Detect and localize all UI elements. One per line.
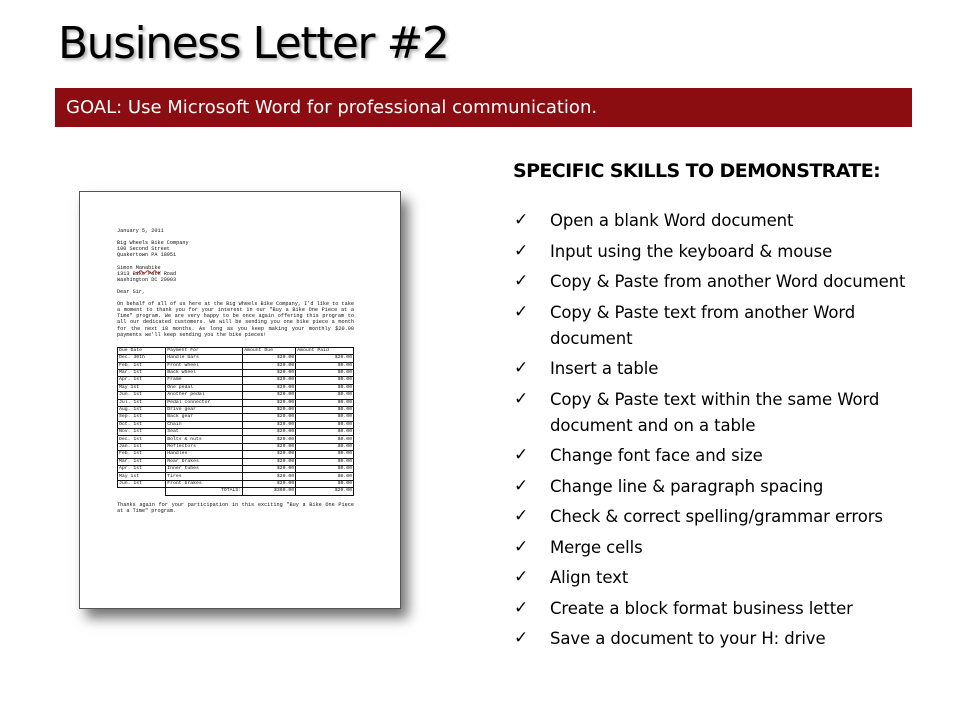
letter-content [117,228,354,514]
table-cell: $20.00 [296,355,354,362]
table-cell: Front wheel [166,362,243,369]
skill-text: Merge cells [550,537,643,557]
table-cell: $20.00 [243,399,296,406]
table-row [118,421,354,428]
checkmark-icon: ✓ [514,388,529,409]
checkmark-icon: ✓ [514,240,529,261]
skill-text: Insert a table [550,359,659,378]
table-cell: One pedal [166,384,243,391]
payment-table [117,347,354,496]
skill-item [513,535,913,561]
table-totals-row [118,488,354,495]
table-cell: $20.00 [243,355,296,362]
table-cell: $20.00 [243,392,296,399]
skill-text: Input using the keyboard & mouse [550,241,833,261]
table-cell: Oct. 1st [118,421,166,428]
table-row [118,392,354,399]
skill-text: Create a block format business letter [550,598,853,618]
skill-text: Copy & Paste text within the same Word document and on a table [550,389,880,435]
table-cell: $0.00 [296,473,354,480]
skill-item [513,269,913,295]
table-cell: Apr. 1st [118,377,166,384]
table-cell: $0.00 [296,399,354,406]
checkmark-icon: ✓ [514,628,529,648]
table-cell: $20.00 [243,436,296,443]
checkmark-icon: ✓ [514,475,529,496]
table-header-cell: Due Date [118,347,166,354]
checkmark-icon: ✓ [514,536,529,557]
table-cell: Mar. 1st [118,369,166,376]
table-cell: $0.00 [296,384,354,391]
table-header-row [118,347,354,354]
table-cell: Feb. 1st [118,362,166,369]
skill-item [513,387,913,439]
table-cell: Feb. 1st [118,451,166,458]
sender-line: Big Wheels Bike Company [117,240,189,247]
table-row [118,414,354,421]
table-cell: Sep. 1st [118,414,166,421]
table-row [118,399,354,406]
table-cell: Nov. 1st [118,429,166,436]
table-cell: Front brakes [166,480,243,487]
table-row [118,369,354,376]
table-row [118,473,354,480]
table-cell: $20.00 [243,369,296,376]
table-row [118,406,354,413]
skills-list [513,208,913,657]
table-cell: $0.00 [296,451,354,458]
table-cell: Aug. 1st [118,406,166,413]
table-cell: $20.00 [243,458,296,465]
table-cell: Chain [166,421,243,428]
checkmark-icon: ✓ [514,597,529,618]
table-row [118,355,354,362]
table-row [118,466,354,473]
table-cell: Dec. 1st [118,436,166,443]
table-row [118,451,354,458]
skill-item [513,208,913,234]
table-cell: May 1st [118,384,166,391]
table-cell: $20.00 [243,414,296,421]
table-cell: $0.00 [296,414,354,421]
table-cell: Jun. 1st [118,480,166,487]
checkmark-icon: ✓ [514,567,529,587]
skill-item [513,504,913,530]
table-row [118,362,354,369]
table-cell: Seat [166,429,243,436]
skill-item [513,300,913,352]
table-cell: Jul. 1st [118,399,166,406]
table-cell: $20.00 [243,384,296,391]
table-row [118,436,354,443]
skill-text: Copy & Paste text from another Word document [550,302,856,348]
table-cell: Mar. 1st [118,458,166,465]
recipient-line: 1313 Bike Path Road [117,270,177,277]
table-cell: Another pedal [166,392,243,399]
slide-title: Business Letter #2 [58,18,449,69]
skills-heading: SPECIFIC SKILLS TO DEMONSTRATE: [513,160,881,182]
table-row [118,384,354,391]
letter-closing: Thanks again for your participation in this exciting "Buy a Bike One Piece at a Time" program. [117,501,354,514]
table-row [118,377,354,384]
table-cell: $20.00 [243,377,296,384]
table-cell: $0.00 [296,406,354,413]
table-cell: Handles [166,451,243,458]
recipient-first-name: Simon [117,264,133,271]
table-cell: $20.00 [243,362,296,369]
recipient-line: Washington DC 20003 [117,276,177,283]
table-cell: $20.00 [243,443,296,450]
table-cell: Frame [166,377,243,384]
table-row [118,480,354,487]
skill-item [513,474,913,500]
table-header-cell: Amount Paid [296,347,354,354]
table-cell: Dec. 30th [118,355,166,362]
checkmark-icon: ✓ [514,210,529,230]
skill-text: Copy & Paste from another Word document [550,272,906,291]
table-cell: $20.00 [243,406,296,413]
table-cell: $0.00 [296,429,354,436]
table-row [118,458,354,465]
sender-line: Quakertown PA 18951 [117,252,177,259]
skill-item [513,443,913,469]
table-cell: Jun. 1st [118,392,166,399]
letter-body: On behalf of all of us here at the Big Wheels Bike Company, I'd like to take a moment to thank you for your interest in our "Buy a Bike One Piece at a Time" program. We are very happy to be once again offering this program to all our dedicated customers. We will be sending you one bike piece a month for the next 18 months. As long as you keep making your monthly $20.00 payments we'll keep sending you the bike pieces! [117,301,354,338]
table-cell: $20.00 [243,466,296,473]
skill-item [513,596,913,622]
table-cell: May 1st [118,473,166,480]
checkmark-icon: ✓ [514,506,529,526]
skill-item [513,565,913,591]
table-cell: $20.00 [243,473,296,480]
table-cell: Pedal connector [166,399,243,406]
table-cell: $20.00 [243,451,296,458]
table-total-cell: $20.00 [296,488,354,495]
table-cell: $20.00 [243,429,296,436]
checkmark-icon: ✓ [514,301,529,322]
table-cell: $0.00 [296,458,354,465]
table-empty-cell [118,488,166,495]
checkmark-icon: ✓ [514,358,529,378]
table-cell: Handle bars [166,355,243,362]
table-cell: $20.00 [243,480,296,487]
skill-text: Change line & paragraph spacing [550,476,824,496]
goal-banner: GOAL: Use Microsoft Word for professional communication. [55,88,912,127]
sender-line: 100 Second Street [117,246,170,253]
skill-text: Open a blank Word document [550,211,794,230]
table-total-cell: TOTALS: [166,488,243,495]
table-cell: $0.00 [296,480,354,487]
table-cell: $0.00 [296,362,354,369]
letter-thumbnail [79,191,401,609]
skill-text: Change font face and size [550,446,763,465]
table-cell: $20.00 [243,421,296,428]
table-cell: Back gear [166,414,243,421]
skill-text: Save a document to your H: drive [550,629,826,648]
table-cell: $0.00 [296,466,354,473]
checkmark-icon: ✓ [514,271,529,291]
recipient-last-name: Manabike [135,264,161,271]
salutation: Dear Sir, [117,288,146,295]
table-header-cell: Payment For [166,347,243,354]
skill-item [513,239,913,265]
letter-date: January 5, 2011 [117,228,164,234]
skill-item [513,626,913,652]
table-cell: $0.00 [296,392,354,399]
checkmark-icon: ✓ [514,445,529,465]
table-row [118,429,354,436]
table-cell: $0.00 [296,421,354,428]
table-cell: Jan. 1st [118,443,166,450]
table-total-cell: $360.00 [243,488,296,495]
table-row [118,443,354,450]
table-cell: Tires [166,473,243,480]
table-cell: $0.00 [296,369,354,376]
table-cell: Back wheel [166,369,243,376]
table-cell: Drive gear [166,406,243,413]
table-header-cell: Amount Due [243,347,296,354]
table-cell: Inner tubes [166,466,243,473]
skill-text: Check & correct spelling/grammar errors [550,507,883,526]
skill-item [513,356,913,382]
table-cell: $0.00 [296,436,354,443]
skill-text: Align text [550,568,629,587]
table-cell: Rear brakes [166,458,243,465]
table-cell: $0.00 [296,443,354,450]
table-cell: Reflectors [166,443,243,450]
table-cell: Bolts & nuts [166,436,243,443]
table-cell: $0.00 [296,377,354,384]
table-cell: Apr. 1st [118,466,166,473]
